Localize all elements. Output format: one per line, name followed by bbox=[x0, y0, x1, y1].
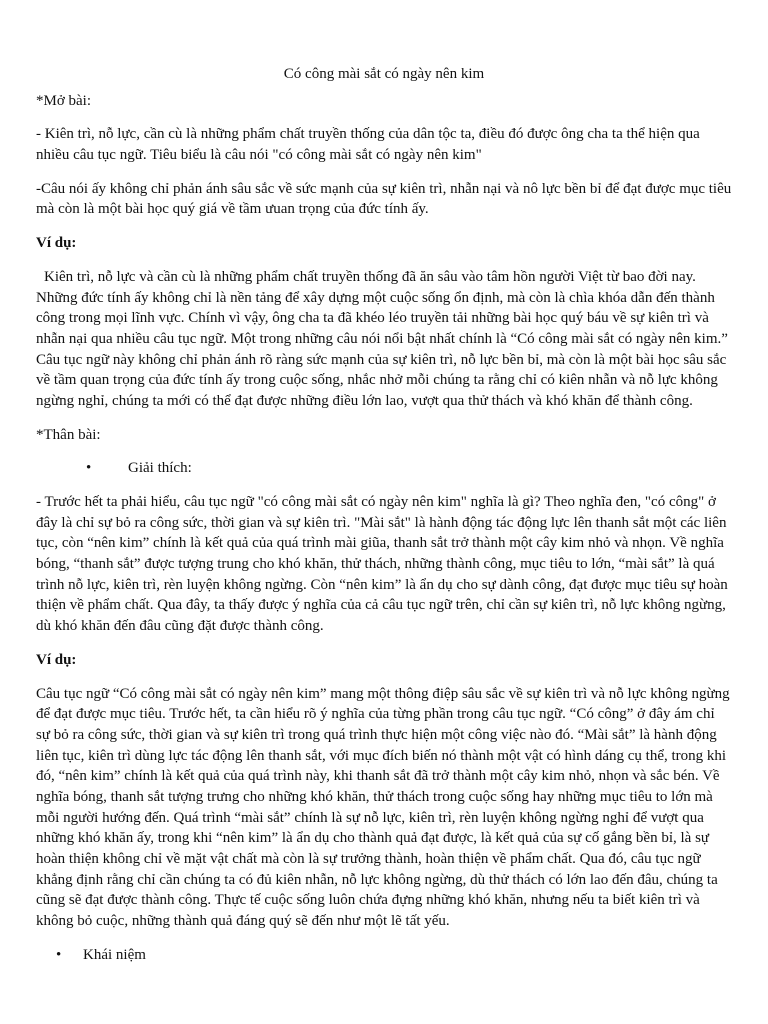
mo-bai-paragraph-2: -Câu nói ấy không chỉ phản ánh sâu sắc về sức mạnh của sự kiên trì, nhẫn nại và nô lực bền bỉ để đạt được mục tiêu mà còn là một bài học quý giá về tầm ưuan trọng của đức tính ấy. bbox=[36, 180, 732, 218]
mo-bai-heading: *Mở bài: bbox=[36, 92, 92, 109]
than-bai-heading: *Thân bài: bbox=[36, 426, 101, 443]
mo-bai-example-label: Ví dụ: bbox=[36, 235, 77, 252]
mo-bai-paragraph-1: - Kiên trì, nỗ lực, cần cù là những phẩm chất truyền thống của dân tộc ta, điều đó được ông cha ta thể hiện qua nhiều câu tục ngữ. Tiêu biểu là câu nói "có công mài sắt có ngày nên kim" bbox=[36, 126, 700, 164]
than-bai-example-label: Ví dụ: bbox=[36, 651, 77, 668]
bullet-giai-thich bbox=[86, 458, 732, 479]
bullet-label: Khái niệm bbox=[83, 946, 146, 963]
bullet-label: Giải thích: bbox=[128, 460, 192, 477]
bullet-khai-niem bbox=[56, 945, 732, 966]
bullet-icon: • bbox=[86, 460, 92, 477]
bullet-icon: • bbox=[56, 946, 62, 963]
than-bai-example-text: Câu tục ngữ “Có công mài sắt có ngày nên kim” mang một thông điệp sâu sắc về sự kiên trì và nỗ lực không ngừng để đạt được mục tiêu. Trước hết, ta cần hiểu rõ ý nghĩa của từng phần trong câu tục ngữ. “Có công” ở đây ám chỉ sự bỏ ra công sức, thời gian và sự kiên trì trong quá trình thực hiện một công việc nào đó. “Mài sắt” là hành động liên tục, kiên trì dùng lực tác động lên thanh sắt, với mục đích biến nó thành một vật có hình dáng cụ thể, trong khi đó, “nên kim” chính là kết quả của quá trình này, khi thanh sắt đã trở thành một cây kim nhỏ, nhọn và sắc bén. Về nghĩa bóng, thanh sắt tượng trưng cho những khó khăn, thử thách trong cuộc sống hay những mục tiêu to lớn mà mỗi người hướng đến. Quá trình “mài sắt” chính là sự nỗ lực, kiên trì, rèn luyện không ngừng nghỉ để vượt qua những khó khăn ấy, trong khi “nên kim” là ẩn dụ cho thành quả đạt được, là kết quả của sự cố gắng bền bỉ, là sự hoàn thiện không chỉ về mặt vật chất mà còn là sự trưởng thành, hoàn thiện về phẩm chất. Qua đó, câu tục ngữ khẳng định rằng chỉ cần chúng ta có đủ kiên nhẫn, nỗ lực không ngừng, dù thử thách có lớn lao đến đâu, chúng ta cũng sẽ đạt được thành công. Thực tế cuộc sống luôn chứa đựng những khó khăn, nhưng nếu ta biết kiên trì và không bỏ cuộc, những thành quả đáng quý sẽ đến như một lẽ tất yếu. bbox=[36, 685, 730, 930]
document-page bbox=[36, 64, 732, 978]
than-bai-paragraph-1: - Trước hết ta phải hiểu, câu tục ngữ "có công mài sắt có ngày nên kim" nghĩa là gì? Theo nghĩa đen, "có công" ở đây là chỉ sự bỏ ra công sức, thời gian và sự kiên trì. "Mài sắt" là hành động tác động lực lên thanh sắt một các liên tục, còn “nên kim” chính là kết quả của quá trình mài giũa, thanh sắt trở thành một cây kim nhỏ và nhọn. Về nghĩa bóng, “thanh sắt” được tượng trung cho khó khăn, thử thách, những thành công, mục tiêu to lớn, “mài sắt” là quá trình nỗ lực, kiên trì, rèn luyện không ngừng. Còn “nên kim” là ẩn dụ cho sự dành công, đạt được mục tiêu sự hoàn thiện về phẩm chất. Qua đây, ta thấy được ý nghĩa của cả câu tục ngữ trên, chỉ cần sự kiên trì, nỗ lực không ngừng, dù khó khăn đến đâu cũng đặt được thành công. bbox=[36, 494, 728, 635]
document-title: Có công mài sắt có ngày nên kim bbox=[283, 66, 485, 82]
mo-bai-example-text: Kiên trì, nỗ lực và cần cù là những phẩm chất truyền thống đã ăn sâu vào tâm hồn người Việt từ bao đời nay. Những đức tính ấy không chỉ là nền tảng để xây dựng một cuộc sống ổn định, mà còn là chìa khóa dẫn đến thành công trong mọi lĩnh vực. Chính vì vậy, ông cha ta đã khéo léo truyền tải những bài học quý báu về sự kiên trì và nhẫn nại qua nhiều câu tục ngữ. Một trong những câu nói nổi bật nhất chính là “Có công mài sắt có ngày nên kim.” Câu tục ngữ này không chỉ phản ánh rõ ràng sức mạnh của sự kiên trì, nỗ lực bền bỉ, mà còn là một bài học sâu sắc về tầm quan trọng của đức tính ấy trong cuộc sống, nhắc nhở mỗi chúng ta rằng chỉ có kiên nhẫn và nỗ lực không ngừng nghỉ, chúng ta mới có thể đạt được những điều lớn lao, vượt qua thử thách và khó khăn để thành công. bbox=[36, 268, 728, 409]
